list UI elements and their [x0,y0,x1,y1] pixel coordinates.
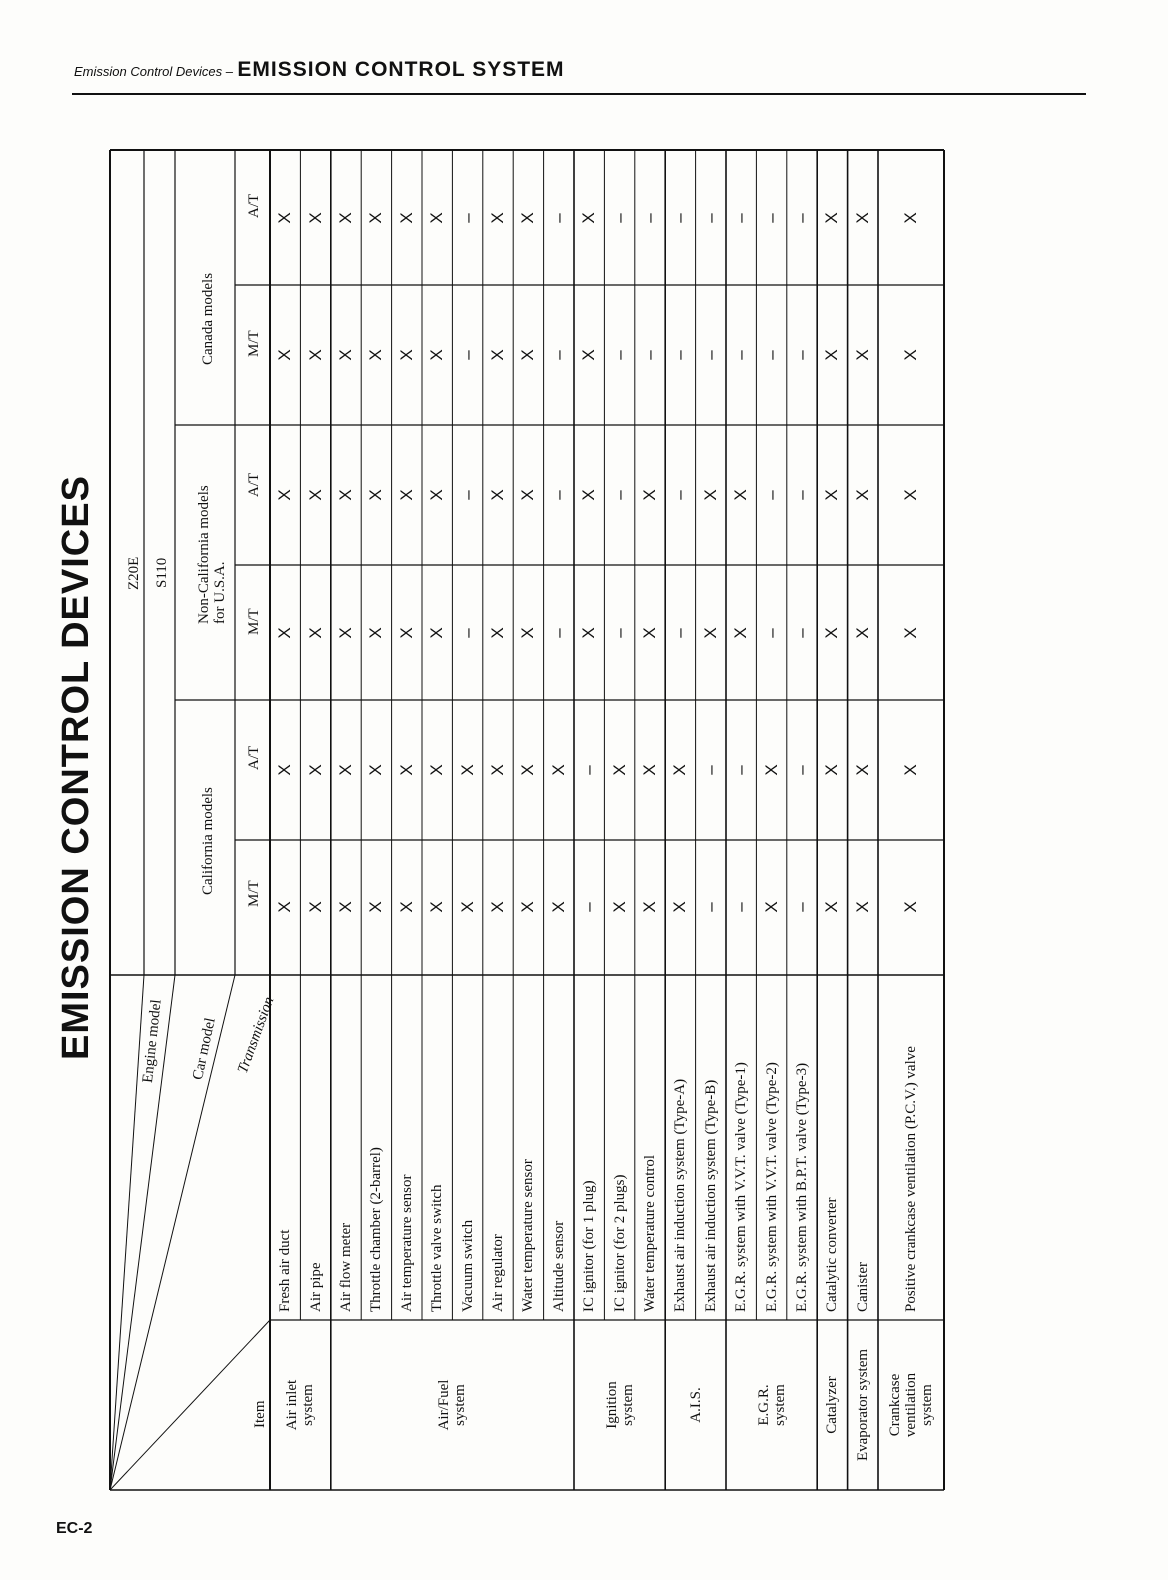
col-noncal-mt: M/T [246,608,262,635]
mark-cell: – [548,350,568,360]
category-label-line: system [771,1384,788,1426]
mark-cell: – [609,490,629,500]
mark-cell: – [548,628,568,638]
category-label [824,1326,840,1484]
mark-cell: X [640,489,659,501]
engine-model-value: Z20E [126,556,142,590]
mark-cell: X [852,349,872,361]
mark-cell: X [901,489,920,501]
mark-cell: – [670,490,690,500]
mark-cell: X [396,489,416,501]
mark-cell: – [761,628,781,638]
mark-cell: X [518,212,538,224]
mark-cell: – [731,350,751,360]
group-canada: Canada models [200,272,216,365]
item-label: Air pipe [307,1262,324,1312]
mark-cell: – [792,628,811,638]
item-label: Exhaust air induction system (Type-A) [672,1078,689,1312]
mark-cell: X [548,764,568,776]
mark-cell: X [700,627,720,639]
page-title: EMISSION CONTROL DEVICES [55,475,97,1060]
col-can-at: A/T [246,193,262,218]
mark-cell: X [366,349,386,361]
category-label-line: system [452,1384,469,1426]
category-label [756,1326,788,1484]
mark-cell: – [792,902,811,912]
mark-cell: X [427,212,447,224]
running-header [74,58,565,82]
mark-cell: X [700,489,720,501]
category-label [436,1326,468,1484]
item-label: Throttle chamber (2-barrel) [368,1147,385,1312]
item-label: Catalytic converter [824,1197,841,1312]
mark-cell: – [700,350,720,360]
category-label [855,1326,871,1484]
mark-cell: – [731,765,751,775]
mark-cell: – [548,490,568,500]
mark-cell: – [579,765,599,775]
mark-cell: X [822,349,842,361]
mark-cell: – [700,902,720,912]
car-model-value: S110 [154,557,170,588]
page-number: EC-2 [56,1520,93,1537]
mark-cell: X [901,349,920,361]
mark-cell: X [761,764,781,776]
header-rule [72,93,1086,95]
mark-cell: X [275,901,295,913]
mark-cell: X [640,901,659,913]
item-label: E.G.R. system with V.V.T. valve (Type-1) [733,1062,750,1312]
mark-cell: X [852,764,872,776]
mark-cell: X [518,489,538,501]
header-title: EMISSION CONTROL SYSTEM [237,58,565,81]
mark-cell: X [305,901,325,913]
category-label-line: system [919,1384,935,1426]
item-label: Positive crankcase ventilation (P.C.V.) valve [903,1046,919,1312]
mark-cell: X [488,627,507,639]
category-label-line: Air inlet [284,1379,301,1431]
mark-cell: X [275,489,295,501]
col-cal-at: A/T [246,745,262,770]
mark-cell: X [366,764,386,776]
emission-devices-table [110,140,986,1490]
category-label [688,1326,704,1484]
item-label: Fresh air duct [277,1229,294,1312]
mark-cell: X [579,349,599,361]
mark-cell: X [488,764,507,776]
mark-cell: – [670,350,690,360]
mark-cell: X [427,627,447,639]
category-label-line: A.I.S. [687,1387,704,1423]
corner-engine-model: Engine model [140,998,165,1084]
mark-cell: X [488,349,507,361]
mark-cell: X [366,901,386,913]
mark-cell: X [761,901,781,913]
mark-cell: X [822,764,842,776]
mark-cell: X [427,901,447,913]
diag-transmission [110,975,235,1490]
item-label: IC ignitor (for 2 plugs) [611,1174,628,1312]
mark-cell: X [822,627,842,639]
category-label-line: E.G.R. [755,1384,772,1426]
item-label: E.G.R. system with V.V.T. valve (Type-2) [763,1062,780,1312]
mark-cell: X [305,212,325,224]
mark-cell: X [640,764,659,776]
mark-cell: X [518,627,538,639]
mark-cell: – [670,213,690,223]
category-label-line: Evaporator system [854,1348,871,1462]
mark-cell: – [761,350,781,360]
item-label: Canister [854,1262,871,1312]
mark-cell: X [548,901,568,913]
mark-cell: X [427,764,447,776]
mark-cell: X [901,764,920,776]
group-non-california-line1: Non-California models [196,485,212,624]
mark-cell: – [457,628,477,638]
category-label [887,1326,935,1484]
mark-cell: – [609,350,629,360]
corner-car-model: Car model [190,1016,219,1082]
mark-cell: – [457,213,477,223]
mark-cell: X [579,212,599,224]
mark-cell: X [366,489,386,501]
mark-cell: X [822,212,842,224]
mark-cell: – [792,490,811,500]
item-label: IC ignitor (for 1 plug) [581,1180,598,1312]
item-label: Air temperature sensor [398,1174,415,1312]
mark-cell: X [305,489,325,501]
mark-cell: – [792,213,811,223]
item-label: Air regulator [490,1234,506,1312]
mark-cell: X [275,764,295,776]
mark-cell: X [396,627,416,639]
mark-cell: X [670,764,690,776]
col-cal-mt: M/T [246,880,262,907]
category-label-line: Catalyzer [824,1376,841,1434]
mark-cell: – [792,765,811,775]
item-label: Throttle valve switch [429,1184,446,1312]
mark-cell: X [640,627,659,639]
mark-cell: X [336,489,355,501]
mark-cell: – [579,902,599,912]
mark-cell: X [822,901,842,913]
mark-cell: X [609,901,629,913]
mark-cell: X [336,627,355,639]
mark-cell: X [427,489,447,501]
category-label-line: Crankcase [887,1373,903,1437]
col-can-mt: M/T [246,330,262,357]
mark-cell: X [457,764,477,776]
mark-cell: X [852,901,872,913]
mark-cell: X [579,489,599,501]
mark-cell: – [700,213,720,223]
mark-cell: X [488,489,507,501]
mark-cell: – [731,902,751,912]
mark-cell: – [700,765,720,775]
category-label-line: ventilation [903,1372,919,1438]
item-label: Altitude sensor [550,1220,567,1312]
col-noncal-at: A/T [246,472,262,497]
group-non-california-line2: for U.S.A. [212,561,228,624]
category-label [604,1326,636,1484]
corner-transmission: Transmission [235,994,278,1076]
mark-cell: X [275,349,295,361]
mark-cell: X [852,627,872,639]
mark-cell: X [396,901,416,913]
category-label-line: system [300,1384,317,1426]
mark-cell: X [336,901,355,913]
corner-item: Item [252,1400,268,1428]
mark-cell: – [640,213,659,223]
mark-cell: – [761,490,781,500]
mark-cell: – [792,350,811,360]
mark-cell: X [852,489,872,501]
mark-cell: – [640,350,659,360]
mark-cell: X [901,212,920,224]
mark-cell: – [609,628,629,638]
mark-cell: – [457,350,477,360]
mark-cell: X [427,349,447,361]
mark-cell: X [275,212,295,224]
mark-cell: X [396,764,416,776]
mark-cell: X [579,627,599,639]
mark-cell: X [518,349,538,361]
mark-cell: – [609,213,629,223]
item-label: E.G.R. system with B.P.T. valve (Type-3) [794,1062,810,1312]
mark-cell: X [731,627,751,639]
mark-cell: X [518,764,538,776]
mark-cell: X [901,627,920,639]
item-label: Vacuum switch [459,1219,476,1312]
mark-cell: X [901,901,920,913]
mark-cell: X [336,212,355,224]
mark-cell: X [670,901,690,913]
item-label: Air flow meter [338,1222,354,1312]
category-label-line: Air/Fuel [436,1379,453,1431]
group-california: California models [200,787,216,895]
mark-cell: – [731,213,751,223]
diag-item [110,1320,270,1490]
mark-cell: – [548,213,568,223]
item-label: Water temperature control [642,1154,658,1312]
mark-cell: X [457,901,477,913]
mark-cell: – [457,490,477,500]
mark-cell: X [396,212,416,224]
mark-cell: X [488,212,507,224]
mark-cell: X [336,349,355,361]
mark-cell: X [305,349,325,361]
item-label: Water temperature sensor [520,1159,537,1312]
mark-cell: X [488,901,507,913]
mark-cell: X [396,349,416,361]
mark-cell: – [761,213,781,223]
mark-cell: X [609,764,629,776]
diag-engine [110,975,144,1490]
mark-cell: X [366,627,386,639]
category-label [284,1326,316,1484]
mark-cell: – [670,628,690,638]
category-label-line: system [619,1384,636,1426]
mark-cell: X [305,764,325,776]
mark-cell: X [518,901,538,913]
header-section: Emission Control Devices – [74,64,233,79]
mark-cell: X [275,627,295,639]
mark-cell: X [305,627,325,639]
mark-cell: X [366,212,386,224]
mark-cell: X [852,212,872,224]
mark-cell: X [336,764,355,776]
mark-cell: X [822,489,842,501]
mark-cell: X [731,489,751,501]
category-label-line: Ignition [603,1381,620,1429]
item-label: Exhaust air induction system (Type-B) [702,1079,719,1312]
